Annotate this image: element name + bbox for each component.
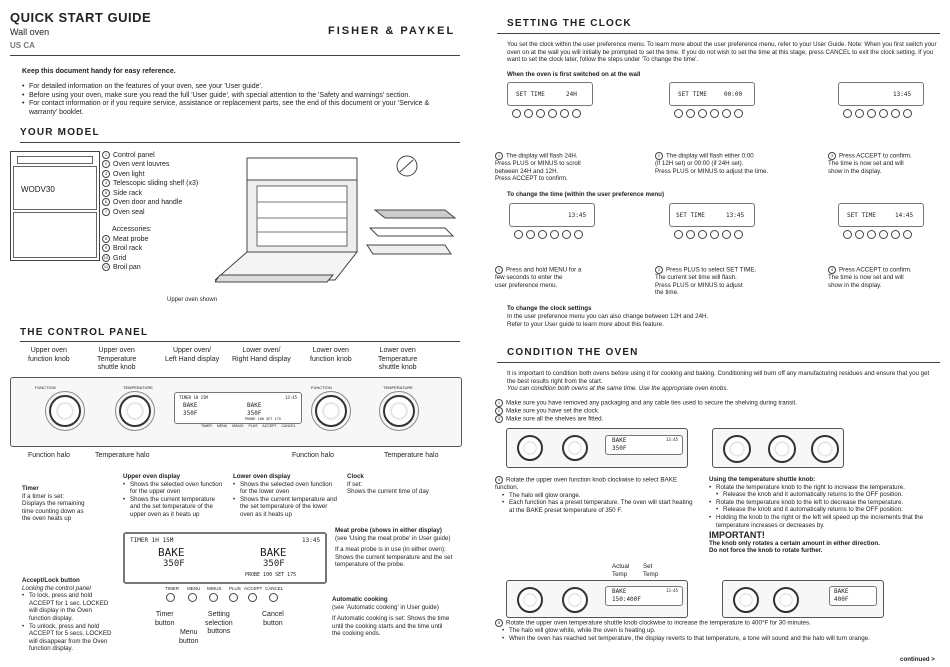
important-body: The knob only rotates a certain amount in either direction. Do not force the knob to rotate further. — [709, 539, 880, 555]
menu-button[interactable] — [188, 593, 197, 602]
clock-step-3: 3 Press ACCEPT to confirm. The time is now set and will show in the display. — [828, 152, 912, 175]
callout-bullet: • Shows the current temperature and the set temperature of the lower oven as it heats up — [233, 496, 338, 519]
accessory-label: Broil rack — [113, 244, 143, 252]
function-knob[interactable] — [517, 587, 543, 613]
condition-panel-2 — [506, 580, 688, 618]
part-label: Side rack — [113, 189, 143, 197]
callout-body: If a meat probe is in use (in either oven): Shows the current temperature and the set temperature of the probe. — [335, 546, 453, 569]
display-set-time-0000 — [669, 82, 755, 106]
menu-mini-button[interactable]: MENU — [216, 424, 228, 428]
lower-temperature-knob[interactable] — [383, 395, 415, 427]
rotate-step-1: 4 Rotate the upper oven function knob clockwise to select BAKE function. • The halo will glow orange. • Each function has a preset temperature. The oven will start heating at the BAKE preset temperature of 350 F. — [495, 476, 695, 515]
display-text: 350F — [612, 445, 627, 452]
shuttle-bullet: • Holding the knob to the right or the left will speed up the increments that the temperature increases or decreases by. — [709, 514, 939, 529]
open-oven-illustration — [215, 150, 365, 295]
display-text: SET TIME — [676, 212, 705, 219]
keep-note: Keep this document handy for easy reference. — [22, 68, 176, 75]
timer-button[interactable] — [166, 593, 175, 602]
accessory-label: Meat probe — [113, 235, 149, 243]
callout-bullet: • To unlock, press and hold ACCEPT for 5 secs. LOCKED will disappear from the Oven function display. — [22, 623, 112, 653]
step-text: Make sure you have removed any packaging and any cable ties used to secure the shelving during transit. — [506, 399, 797, 407]
display-text: 13:45 — [726, 212, 745, 219]
shuttle-title: Using the temperature shuttle knob: — [709, 476, 816, 483]
step-bullet: • Each function has a preset temperature. The oven will start heating at the BAKE preset temperature of 350 F. — [495, 499, 695, 514]
clock-step-1: 1 The display will flash 24H. Press PLUS or MINUS to scroll between 24H and 12H. Press ACCEPT to confirm. — [495, 152, 581, 183]
callout-body: If a timer is set: Displays the remaining time counting down as the oven heats up — [22, 492, 85, 523]
button-dots — [843, 109, 915, 121]
display-text: 400F — [834, 596, 849, 603]
step-bullet: • When the oven has reached set temperature, the display reverts to that temperature, a tone will sound and the halo will turn orange. — [495, 635, 940, 643]
continued-link[interactable]: continued > — [900, 656, 935, 663]
intro-list — [22, 83, 452, 117]
intro-bullet: • For contact information or if you require service, assistance or replacement parts, see the end of this document or your 'Service & warranty' booklet. — [22, 100, 452, 117]
menu-button-callout: Menu button — [179, 629, 199, 645]
label-upper-knob: Upper oven function knob — [28, 347, 70, 363]
step-text: Press ACCEPT to confirm. The time is now set and will show in the display. — [828, 266, 912, 289]
plus-label: PLUS — [229, 586, 241, 591]
cancel-button-callout: Cancel button — [262, 611, 284, 627]
timer-button-callout: Timer button — [155, 611, 175, 627]
display-text: SET TIME — [516, 91, 545, 98]
oven-caption: Upper oven shown — [167, 297, 218, 303]
auto-cooking-callout — [332, 596, 450, 638]
display-text: BAKE — [612, 588, 627, 595]
display-change-2 — [669, 203, 755, 227]
first-switch-title: When the oven is first switched on at the wall — [507, 71, 641, 78]
label-upper-temp: Upper oven Temperature shuttle knob — [97, 347, 137, 372]
set-temp-label: Set Temp — [643, 563, 659, 578]
display-set-time-24h — [507, 82, 593, 106]
temperature-knob-off[interactable] — [723, 435, 751, 463]
product-subtitle: Wall oven — [10, 27, 50, 37]
plus-mini-button[interactable]: PLUS — [248, 424, 258, 428]
accessory-label: Broil pan — [113, 263, 141, 271]
shuttle-bullet: • Release the knob and it automatically returns to the OFF position. — [709, 491, 939, 499]
minus-button[interactable] — [209, 593, 218, 602]
display-text: 13:45 — [893, 91, 912, 98]
part-label: Oven light — [113, 170, 145, 178]
knob-label: TEMPERATURE — [123, 385, 153, 390]
step-text: The display will flash 24H. Press PLUS or MINUS to scroll between 24H and 12H. Press ACCEPT to confirm. — [495, 152, 581, 183]
shuttle-bullet: • Rotate the temperature knob to the right to increase the temperature. — [709, 484, 939, 492]
step-text: Make sure all the shelves are fitted. — [506, 416, 604, 424]
upper-temperature-knob[interactable] — [119, 395, 151, 427]
control-panel-illustration — [10, 377, 462, 447]
page-title: QUICK START GUIDE — [10, 10, 152, 25]
display-text: 00:00 — [724, 91, 743, 98]
callout-ref: (see 'Using the meat probe' in User guide) — [335, 534, 451, 542]
display-text: PROBE 100 SET 175 — [245, 572, 297, 578]
label-lower-temp: Lower oven Temperature shuttle knob — [378, 347, 418, 372]
button-dots — [512, 109, 584, 121]
callout-title: Lower oven display — [233, 473, 291, 480]
display-text: 13:45 — [666, 588, 679, 593]
display-text: BAKE — [183, 402, 198, 409]
cancel-button[interactable] — [269, 593, 278, 602]
setting-buttons-callout: Setting selection buttons — [205, 611, 233, 636]
oven-front-illustration — [10, 151, 100, 261]
cancel-mini-button[interactable]: CANCEL — [281, 424, 296, 428]
condition-intro — [507, 370, 939, 393]
temperature-knob-left[interactable] — [811, 435, 839, 463]
lower-display-callout — [233, 473, 338, 519]
part-label: Control panel — [113, 151, 155, 159]
display-time-set — [838, 82, 924, 106]
callout-bullet: • Shows the selected oven function for the upper oven — [123, 481, 223, 496]
change-step-1: 1 Press and hold MENU for a few seconds to enter the user preference menu. — [495, 266, 582, 289]
region-label: US CA — [10, 41, 35, 50]
button-dots — [514, 230, 586, 242]
change-time-title: To change the time (within the user preference menu) — [507, 191, 665, 198]
display-text: 13:45 — [285, 395, 298, 400]
display-text: TIMER 1H 15M — [179, 395, 208, 400]
step-bullet: • The halo will glow white, while the oven is heating up. — [495, 627, 940, 635]
your-model-title: YOUR MODEL — [20, 127, 100, 138]
accept-label: ACCEPT — [244, 586, 263, 591]
display-text: 350F — [183, 410, 198, 417]
callout-bullet: • Shows the selected oven function for the lower oven — [233, 481, 338, 496]
timer-callout — [22, 485, 112, 523]
label-function-halo-left: Function halo — [28, 452, 71, 459]
button-dots — [674, 109, 746, 121]
meat-probe-callout — [335, 527, 455, 569]
display-text: 13:45 — [302, 537, 321, 544]
display-text: SET TIME — [678, 91, 707, 98]
upper-function-knob[interactable] — [49, 395, 81, 427]
intro-italic: You can condition both ovens at the same time. Use the appropriate oven knobs. — [507, 385, 729, 393]
callout-ref: (see 'Automatic cooking' in User guide) — [332, 603, 439, 611]
clock-settings-body: In the user preference menu you can also change between 12H and 24H. Refer to your User guide to learn more about this feature. — [507, 313, 709, 328]
display-text: BAKE — [158, 546, 185, 559]
accessories-title: Accessories: — [112, 226, 152, 234]
step-text: Press PLUS to select SET TIME. The current set time will flash. Press PLUS or MINUS to adjust the time. — [655, 266, 757, 297]
callout-sub: Locking the control panel — [22, 584, 91, 592]
step-text: Make sure you have set the clock. — [506, 407, 600, 415]
change-step-3: 4 Press ACCEPT to confirm. The time is now set and will show in the display. — [828, 266, 912, 289]
callout-bullet: • Shows the current temperature and the set temperature of the upper oven as it heats up — [123, 496, 223, 519]
accessories-illustration — [365, 150, 460, 265]
minus-label: MINUS — [207, 586, 222, 591]
clock-callout — [347, 473, 457, 496]
function-knob[interactable] — [733, 587, 759, 613]
step-text: Rotate the upper oven temperature shuttle knob clockwise to increase the temperature to 400°F for 30 minutes. — [506, 619, 811, 627]
display-text: 350F — [247, 410, 262, 417]
model-label: WODV30 — [21, 185, 55, 194]
label-function-halo-right: Function halo — [292, 452, 335, 459]
lower-function-knob[interactable] — [315, 395, 347, 427]
condition-steps: 1 Make sure you have removed any packaging and any cable ties used to secure the shelving during transit. 2 Make sure you have set the clock. 3 Make sure all the shelves are fitted. — [495, 399, 935, 424]
button-dots — [674, 230, 746, 242]
accept-mini-button[interactable]: ACCEPT — [262, 424, 277, 428]
clock-settings-title: To change the clock settings — [507, 305, 592, 312]
callout-body: If set: Shows the current time of day — [347, 480, 429, 496]
label-temp-halo-right: Temperature halo — [384, 452, 439, 459]
label-lower-knob: Lower oven function knob — [310, 347, 352, 363]
display-change-1 — [509, 203, 595, 227]
change-step-2: 2 Press PLUS to select SET TIME. The current set time will flash. Press PLUS or MINUS to adjust the time. — [655, 266, 757, 297]
function-knob[interactable] — [517, 435, 543, 461]
callout-title: Timer — [22, 485, 39, 492]
step-bullet: • The halo will glow orange. — [495, 492, 695, 500]
control-panel-title: THE CONTROL PANEL — [20, 327, 149, 338]
condition-knobs-illustration — [712, 428, 844, 468]
rotate-step-2: 5 Rotate the upper oven temperature shuttle knob clockwise to increase the temperature to 400°F for 30 minutes. • The halo will glow white, while the oven is heating up. • When the oven has reached set temperature, the display reverts to that temperature, a tone will sound and the halo will turn orange. — [495, 619, 940, 642]
knob-label: TEMPERATURE — [383, 385, 413, 390]
part-label: Oven vent louvres — [113, 161, 170, 169]
knob-label: FUNCTION — [35, 385, 56, 390]
display-text: 13:45 — [666, 437, 679, 442]
step-text: Press and hold MENU for a few seconds to enter the user preference menu. — [495, 266, 582, 289]
shuttle-instructions — [709, 476, 939, 555]
label-lower-display: Lower oven/ Right Hand display — [232, 347, 291, 363]
step-text: The display will flash either 0:00 (if 12H set) or 00:00 (if 24H set). Press PLUS or MINUS to adjust the time. — [655, 152, 769, 175]
clock-section-title: SETTING THE CLOCK — [507, 18, 632, 29]
condition-panel-3 — [722, 580, 884, 618]
temperature-knob-right[interactable] — [768, 435, 796, 463]
knob-label: FUNCTION — [311, 385, 332, 390]
temperature-knob[interactable] — [773, 587, 799, 613]
display-text: SET TIME — [847, 212, 876, 219]
label-upper-display: Upper oven/ Left Hand display — [165, 347, 220, 363]
clock-step-2: 2 The display will flash either 0:00 (if 12H set) or 00:00 (if 24H set). Press PLUS or MINUS to adjust the time. — [655, 152, 769, 175]
small-display — [174, 392, 302, 424]
upper-display-callout — [123, 473, 223, 519]
accept-button[interactable] — [248, 593, 257, 602]
accessory-label: Grid — [113, 254, 127, 262]
plus-button[interactable] — [229, 593, 238, 602]
menu-label: MENU — [187, 586, 201, 591]
accept-lock-callout — [22, 577, 112, 653]
intro-text: It is important to condition both ovens before using it for cooking and baking. Conditioning will burn off any manufacturing residues and ensure that you get the best results right from the start. — [507, 370, 930, 385]
display-change-3 — [838, 203, 924, 227]
callout-title: Automatic cooking — [332, 596, 388, 603]
part-label: Telescopic sliding shelf (x3) — [113, 180, 199, 188]
condition-panel-1 — [506, 428, 688, 468]
temperature-knob[interactable] — [562, 435, 588, 461]
small-button-row — [201, 424, 296, 428]
callout-title: Accept/Lock button — [22, 577, 80, 584]
callout-title: Clock — [347, 473, 364, 480]
actual-temp-label: Actual Temp — [612, 563, 630, 578]
display-text: TIMER 1H 15M — [130, 537, 174, 544]
display-text: BAKE — [834, 588, 849, 595]
display-text: BAKE — [260, 546, 287, 559]
step-text: Rotate the upper oven function knob clockwise to select BAKE function. — [495, 476, 677, 492]
display-text: 13:45 — [568, 212, 587, 219]
display-text: BAKE — [612, 437, 627, 444]
display-text: 350F — [163, 559, 185, 569]
large-display-illustration — [123, 532, 327, 584]
condition-title: CONDITION THE OVEN — [507, 347, 639, 358]
shuttle-bullet: • Rotate the temperature knob to the left to decrease the temperature. — [709, 499, 939, 507]
temperature-knob[interactable] — [562, 587, 588, 613]
label-temp-halo-left: Temperature halo — [95, 452, 150, 459]
part-label: Oven seal — [113, 208, 145, 216]
intro-bullet: • Before using your oven, make sure you read the full 'User guide', with special attention to the 'Safety and warnings' section. — [22, 92, 452, 101]
button-row-illustration — [161, 586, 289, 606]
display-text: 350F — [263, 559, 285, 569]
timer-label: TIMER — [165, 586, 179, 591]
button-dots — [843, 230, 915, 242]
minus-mini-button[interactable]: MINUS — [232, 424, 244, 428]
step-text: Press ACCEPT to confirm. The time is now set and will show in the display. — [828, 152, 912, 175]
display-text: 24H — [566, 91, 577, 98]
brand-logo: FISHER & PAYKEL — [328, 25, 456, 37]
callout-body: If Automatic cooking is set: Shows the time until the cooking starts and the time until the cooking ends. — [332, 615, 450, 638]
display-text: 14:45 — [895, 212, 914, 219]
callout-title: Upper oven display — [123, 473, 181, 480]
parts-list: 1 Control panel 2 Oven vent louvres 3 Oven light 4 Telescopic sliding shelf (x3) 5 Side rack 6 Oven door and handle 7 Oven seal Accessories: 8 Meat probe 9 Broil rack 10 Grid 11 Broil pan — [103, 151, 199, 271]
timer-mini-button[interactable]: TIMER — [201, 424, 212, 428]
display-text: PROBE 100 SET 175 — [245, 417, 281, 421]
clock-intro: You set the clock within the user preference menu. To learn more about the user preference menu, refer to your User Guide. Note: When you first switch your oven on at the wall you will initially be prompted to set the time. If you do not wish to set the time at this stage, press CANCEL to exit the clock setting. If you want to set the clock later, follow the steps under 'To change the time'. — [507, 41, 937, 64]
display-text: 150:400F — [612, 596, 641, 603]
shuttle-bullet: • Release the knob and it automatically returns to the OFF position. — [709, 506, 939, 514]
callout-title: Meat probe (shows in either display) — [335, 527, 442, 534]
display-text: BAKE — [247, 402, 262, 409]
intro-bullet: • For detailed information on the features of your oven, see your 'User guide'. — [22, 83, 452, 92]
part-label: Oven door and handle — [113, 199, 183, 207]
important-heading: IMPORTANT! — [709, 530, 765, 541]
callout-bullet: • To lock, press and hold ACCEPT for 1 sec. LOCKED will display in the Oven function display. — [22, 592, 112, 622]
cancel-label: CANCEL — [265, 586, 284, 591]
